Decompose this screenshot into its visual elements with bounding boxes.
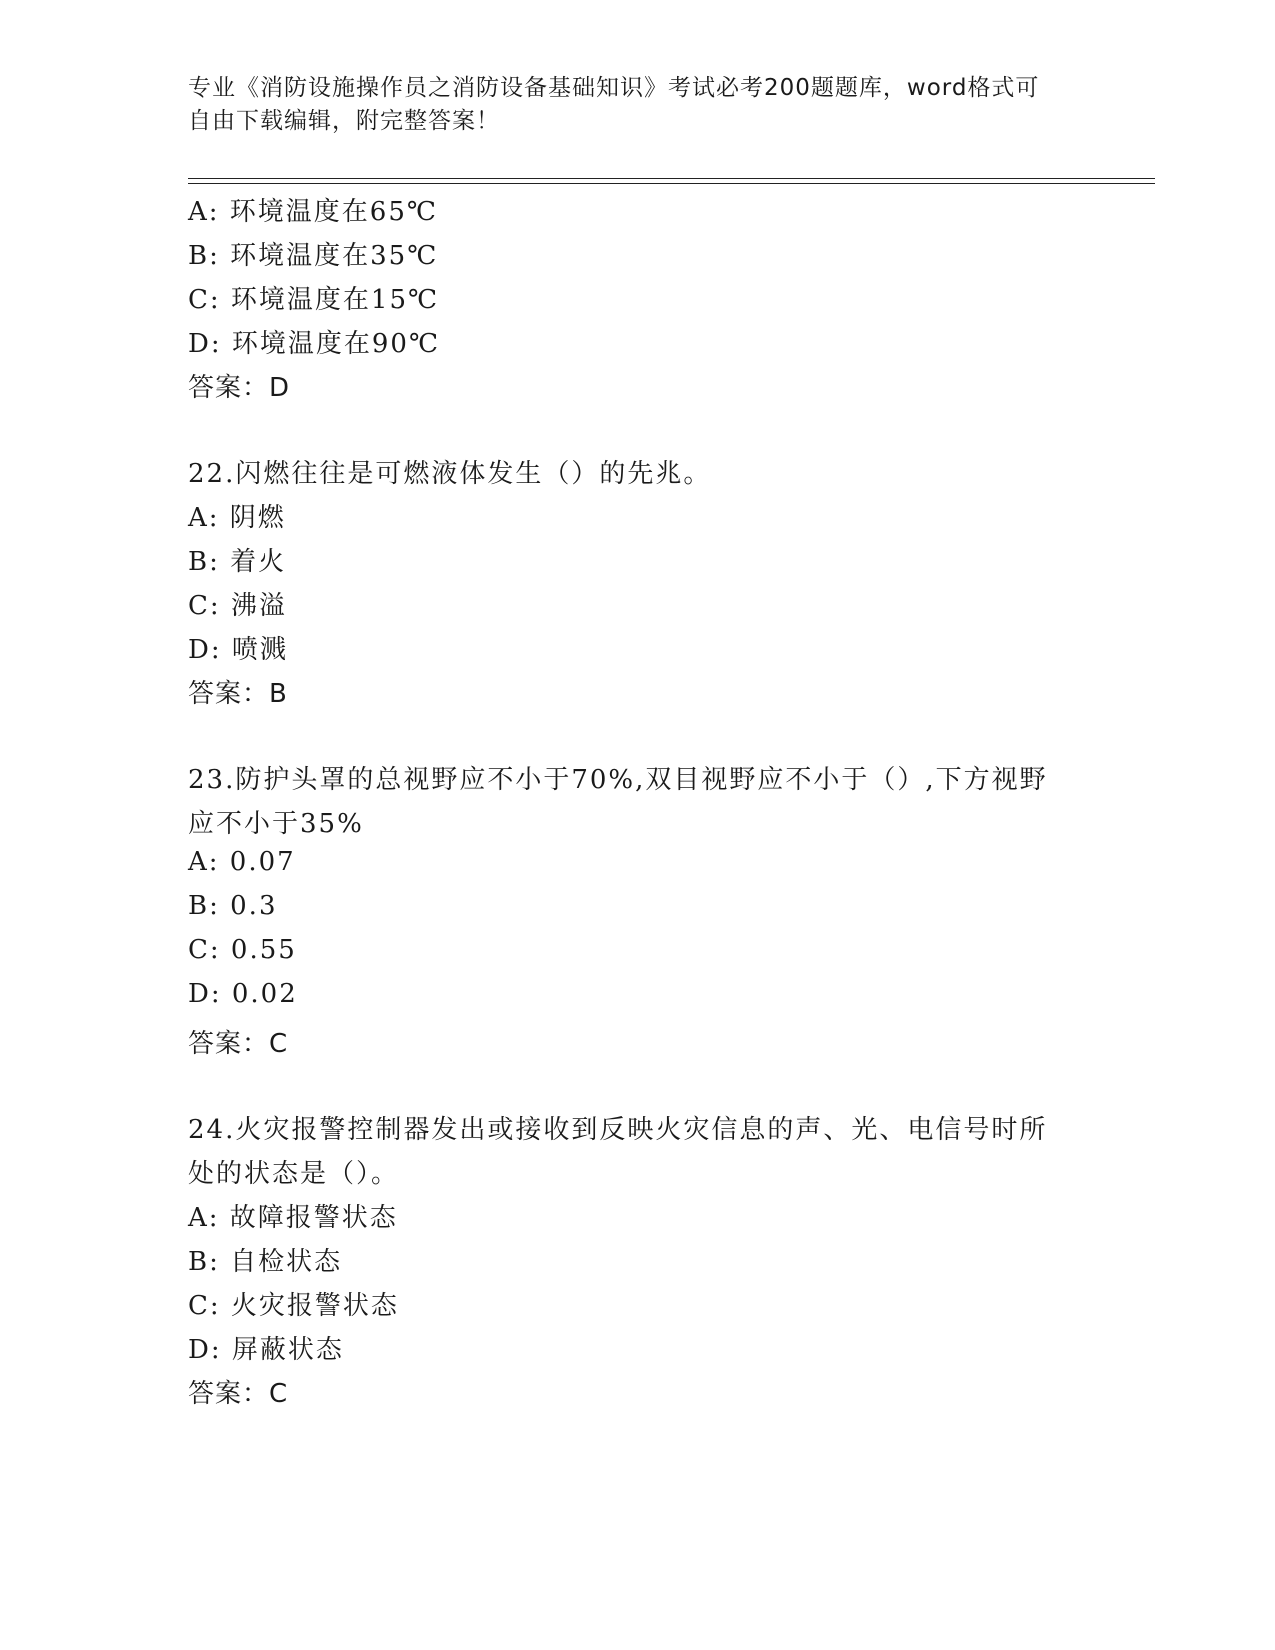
q23-stem-line-2: 应不小于35% bbox=[188, 809, 364, 839]
q24-option-a: A: 故障报警状态 bbox=[188, 1203, 398, 1233]
q23-option-d: D: 0.02 bbox=[188, 979, 298, 1009]
header-divider-top bbox=[188, 178, 1155, 179]
q23-option-c: C: 0.55 bbox=[188, 935, 297, 965]
q21-option-c: C: 环境温度在15℃ bbox=[188, 285, 440, 315]
q23-answer: 答案：C bbox=[188, 1029, 289, 1059]
header-line-1: 专业《消防设施操作员之消防设备基础知识》考试必考200题题库，word格式可 bbox=[188, 75, 1040, 101]
q22-option-c: C: 沸溢 bbox=[188, 591, 287, 621]
q22-stem: 22.闪燃往往是可燃液体发生（）的先兆。 bbox=[188, 459, 712, 489]
q21-option-b: B: 环境温度在35℃ bbox=[188, 241, 439, 271]
q23-stem-line-1: 23.防护头罩的总视野应不小于70%,双目视野应不小于（）,下方视野 bbox=[188, 765, 1048, 795]
q24-option-c: C: 火灾报警状态 bbox=[188, 1291, 399, 1321]
q22-option-b: B: 着火 bbox=[188, 547, 287, 577]
q24-stem-line-1: 24.火灾报警控制器发出或接收到反映火灾信息的声、光、电信号时所 bbox=[188, 1115, 1048, 1145]
q24-option-b: B: 自检状态 bbox=[188, 1247, 343, 1277]
document-header bbox=[188, 72, 1088, 138]
q21-option-a: A: 环境温度在65℃ bbox=[188, 197, 438, 227]
q23-option-b: B: 0.3 bbox=[188, 891, 278, 921]
q23-option-a: A: 0.07 bbox=[188, 847, 296, 877]
header-line-2: 自由下载编辑，附完整答案！ bbox=[188, 108, 500, 134]
q24-answer: 答案：C bbox=[188, 1379, 289, 1409]
q21-option-d: D: 环境温度在90℃ bbox=[188, 329, 441, 359]
q22-option-d: D: 喷溅 bbox=[188, 635, 288, 665]
q21-answer: 答案：D bbox=[188, 373, 291, 403]
q24-option-d: D: 屏蔽状态 bbox=[188, 1335, 344, 1365]
q24-stem-line-2: 处的状态是（）。 bbox=[188, 1159, 400, 1189]
q22-answer: 答案：B bbox=[188, 679, 288, 709]
header-divider-bottom bbox=[188, 183, 1155, 184]
q22-option-a: A: 阴燃 bbox=[188, 503, 286, 533]
